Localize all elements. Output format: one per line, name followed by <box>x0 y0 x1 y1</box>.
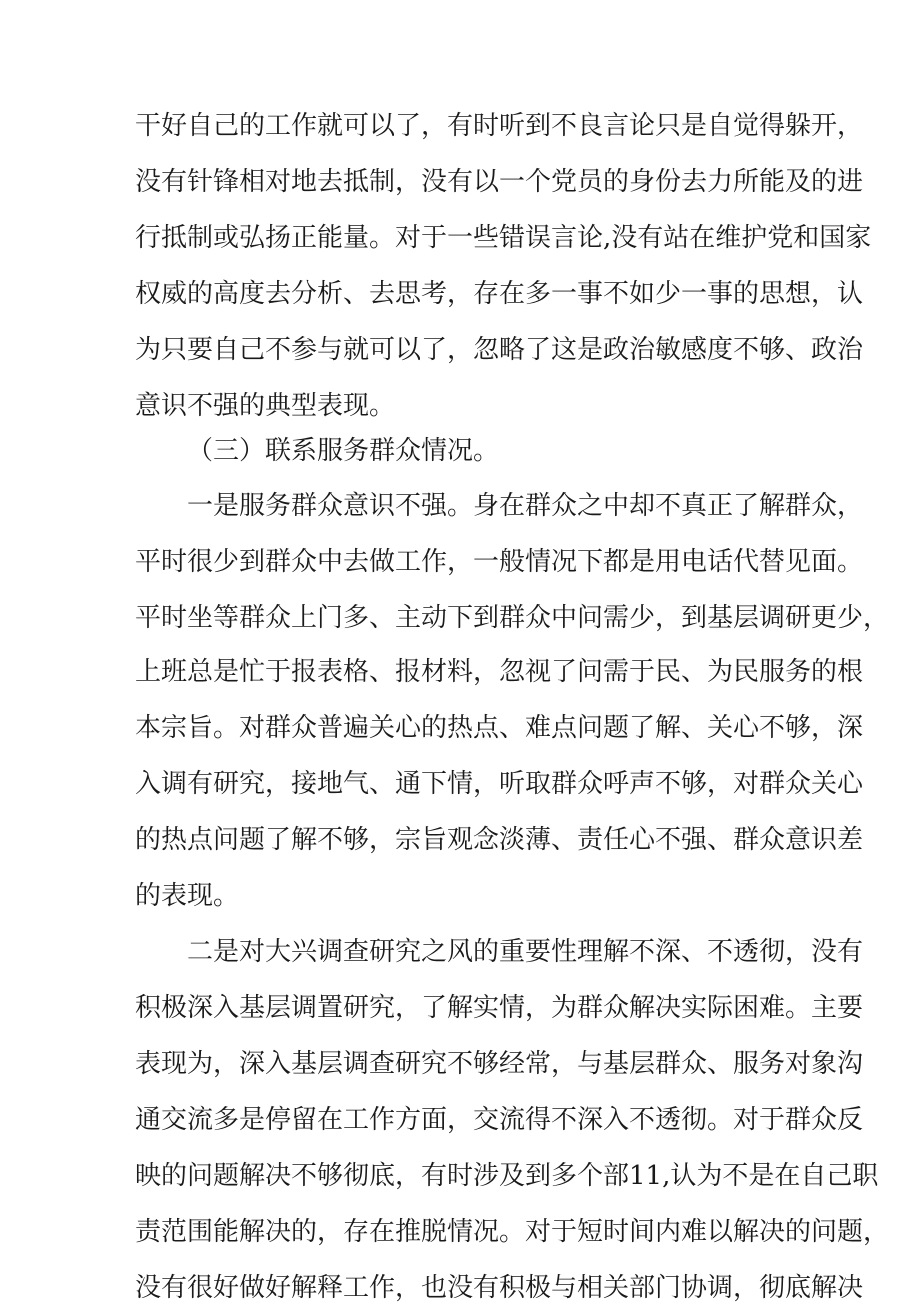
paragraph-2-line-5: 本宗旨。对群众普遍关心的热点、难点问题了解、关心不够，深 <box>135 713 864 743</box>
paragraph-2-line-2: 平时很少到群众中去做工作，一般情况下都是用电话代替见面。 <box>135 547 864 577</box>
paragraph-3-line-3: 表现为，深入基层调查研究不够经常，与基层群众、服务对象沟 <box>135 1049 864 1079</box>
paragraph-3-line-1: 二是对大兴调查研究之风的重要性理解不深、不透彻，没有 <box>187 937 864 967</box>
paragraph-1-line-2: 没有针锋相对地去抵制，没有以一个党员的身份去力所能及的进 <box>135 167 864 197</box>
paragraph-3-line-5: 映的问题解决不够彻底，有时涉及到多个部11,认为不是在自己职 <box>135 1161 879 1191</box>
paragraph-3-line-2: 积极深入基层调置研究，了解实情，为群众解决实际困难。主要 <box>135 993 864 1023</box>
paragraph-2-line-6: 入调有研究，接地气、通下情，听取群众呼声不够，对群众关心 <box>135 769 864 799</box>
paragraph-2-line-1: 一是服务群众意识不强。身在群众之中却不真正了解群众， <box>187 491 864 521</box>
paragraph-3-line-6: 责范围能解决的，存在推脱情况。对于短时间内难以解决的问题， <box>135 1217 890 1247</box>
paragraph-1-line-5: 为只要自己不参与就可以了，忽略了这是政治敏感度不够、政治 <box>135 335 864 365</box>
section-heading: （三）联系服务群众情况。 <box>187 436 500 466</box>
paragraph-2-line-3: 平时坐等群众上门多、主动下到群众中问需少，到基层调研更少， <box>135 603 890 633</box>
paragraph-2-line-8: 的表现。 <box>135 881 240 911</box>
paragraph-3-line-4: 通交流多是停留在工作方面，交流得不深入不透彻。对于群众反 <box>135 1105 864 1135</box>
paragraph-1-line-1: 干好自己的工作就可以了，有时听到不良言论只是自觉得躲开， <box>135 111 864 141</box>
paragraph-1-line-3: 行抵制或弘扬正能量。对于一些错误言论,没有站在维护党和国家 <box>135 223 872 253</box>
paragraph-1-line-6: 意识不强的典型表现。 <box>135 391 396 421</box>
paragraph-1-line-4: 权威的高度去分析、去思考，存在多一事不如少一事的思想，认 <box>135 279 864 309</box>
paragraph-2-line-7: 的热点问题了解不够，宗旨观念淡薄、责任心不强、群众意识差 <box>135 825 864 855</box>
paragraph-2-line-4: 上班总是忙于报表格、报材料，忽视了问需于民、为民服务的根 <box>135 657 864 687</box>
paragraph-3-line-7: 没有很好做好解释工作，也没有积极与相关部门协调，彻底解决 <box>135 1273 864 1303</box>
